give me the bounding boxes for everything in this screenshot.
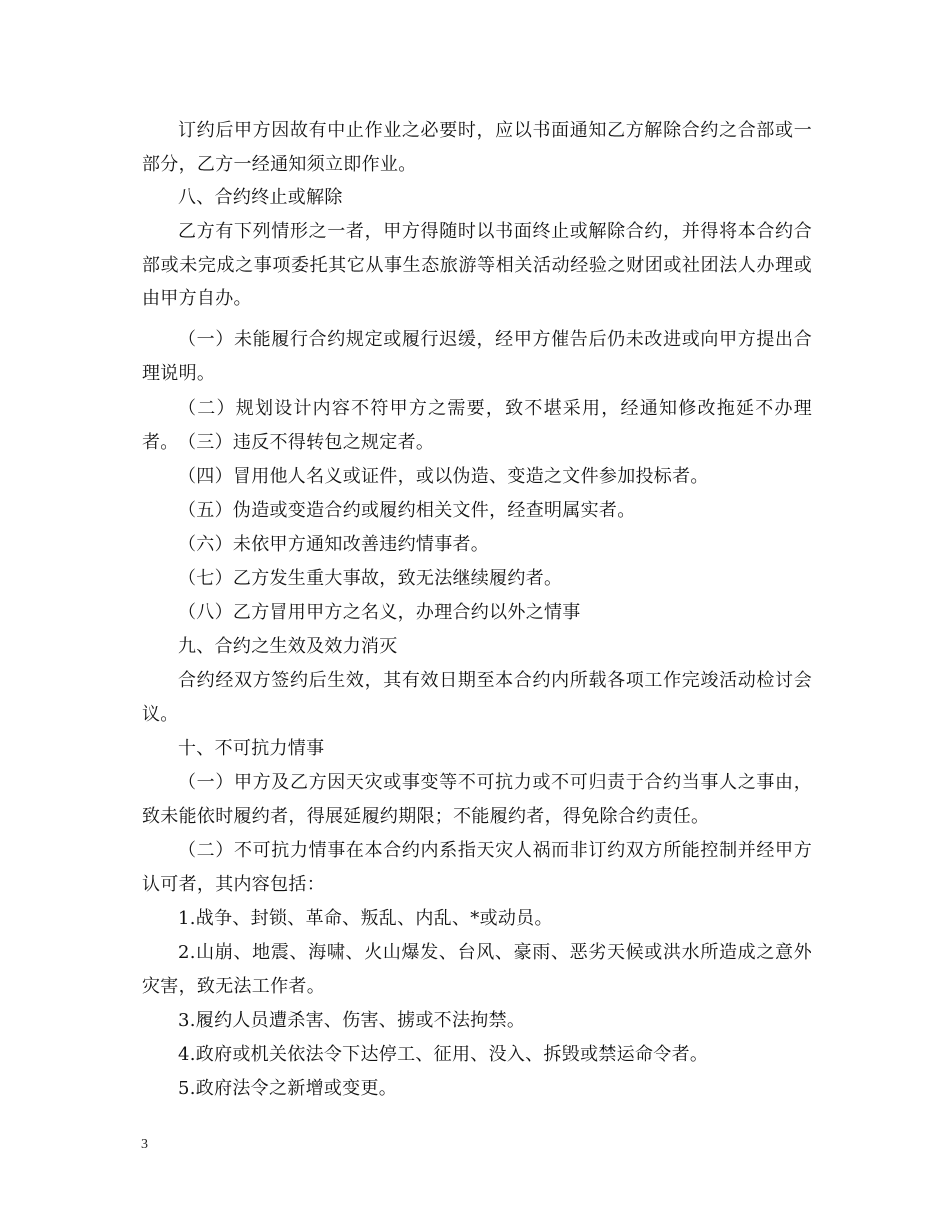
section-heading-9: 九、合约之生效及效力消灭 [178, 636, 398, 657]
paragraph-section-9: 合约经双方签约后生效，其有效日期至本合约内所载各项工作完竣活动检讨会议。 [142, 670, 812, 725]
list-item-8-4: （四）冒用他人名义或证件，或以伪造、变造之文件参加投标者。 [178, 466, 709, 487]
numbered-item-2: 2.山崩、地震、海啸、火山爆发、台风、豪雨、恶劣天候或洪水所造成之意外灾害，致无法工作者。 [142, 942, 812, 997]
numbered-item-1: 1.战争、封锁、革命、叛乱、内乱、*或动员。 [178, 908, 553, 929]
paragraph-termination-notice: 订约后甲方因故有中止作业之必要时，应以书面通知乙方解除合约之合部或一部分，乙方一经通知须立即作业。 [142, 120, 812, 175]
list-item-8-5: （五）伪造或变造合约或履约相关文件，经查明属实者。 [178, 500, 636, 521]
numbered-item-5: 5.政府法令之新增或变更。 [178, 1078, 398, 1099]
list-item-8-3: （三）违反不得转包之规定者。 [178, 432, 435, 453]
list-item-8-2: （二）规划设计内容不符甲方之需要，致不堪采用，经通知修改拖延不办理者。 [142, 398, 812, 453]
list-item-8-8: （八）乙方冒用甲方之名义，办理合约以外之情事 [178, 602, 581, 623]
list-item-10-2: （二）不可抗力情事在本合约内系指天灾人祸而非订约双方所能控制并经甲方认可者，其内容包括： [142, 840, 812, 895]
numbered-item-4: 4.政府或机关依法令下达停工、征用、没入、拆毁或禁运命令者。 [178, 1044, 709, 1065]
numbered-item-3: 3.履约人员遭杀害、伤害、掳或不法拘禁。 [178, 1010, 526, 1031]
paragraph-section-8-intro: 乙方有下列情形之一者，甲方得随时以书面终止或解除合约，并得将本合约合部或未完成之事项委托其它从事生态旅游等相关活动经验之财团或社团法人办理或由甲方自办。 [142, 221, 812, 309]
section-heading-10: 十、不可抗力情事 [178, 738, 325, 759]
section-heading-8: 八、合约终止或解除 [178, 187, 343, 208]
list-item-8-1: （一）未能履行合约规定或履行迟缓，经甲方催告后仍未改进或向甲方提出合理说明。 [142, 329, 812, 384]
list-item-10-1: （一）甲方及乙方因天灾或事变等不可抗力或不可归责于合约当事人之事由，致未能依时履约者，得展延履约期限；不能履约者，得免除合约责任。 [142, 772, 812, 827]
page-number: 3 [141, 1137, 148, 1152]
list-item-8-6: （六）未依甲方通知改善违约情事者。 [178, 534, 490, 555]
list-item-8-7: （七）乙方发生重大事故，致无法继续履约者。 [178, 568, 563, 589]
